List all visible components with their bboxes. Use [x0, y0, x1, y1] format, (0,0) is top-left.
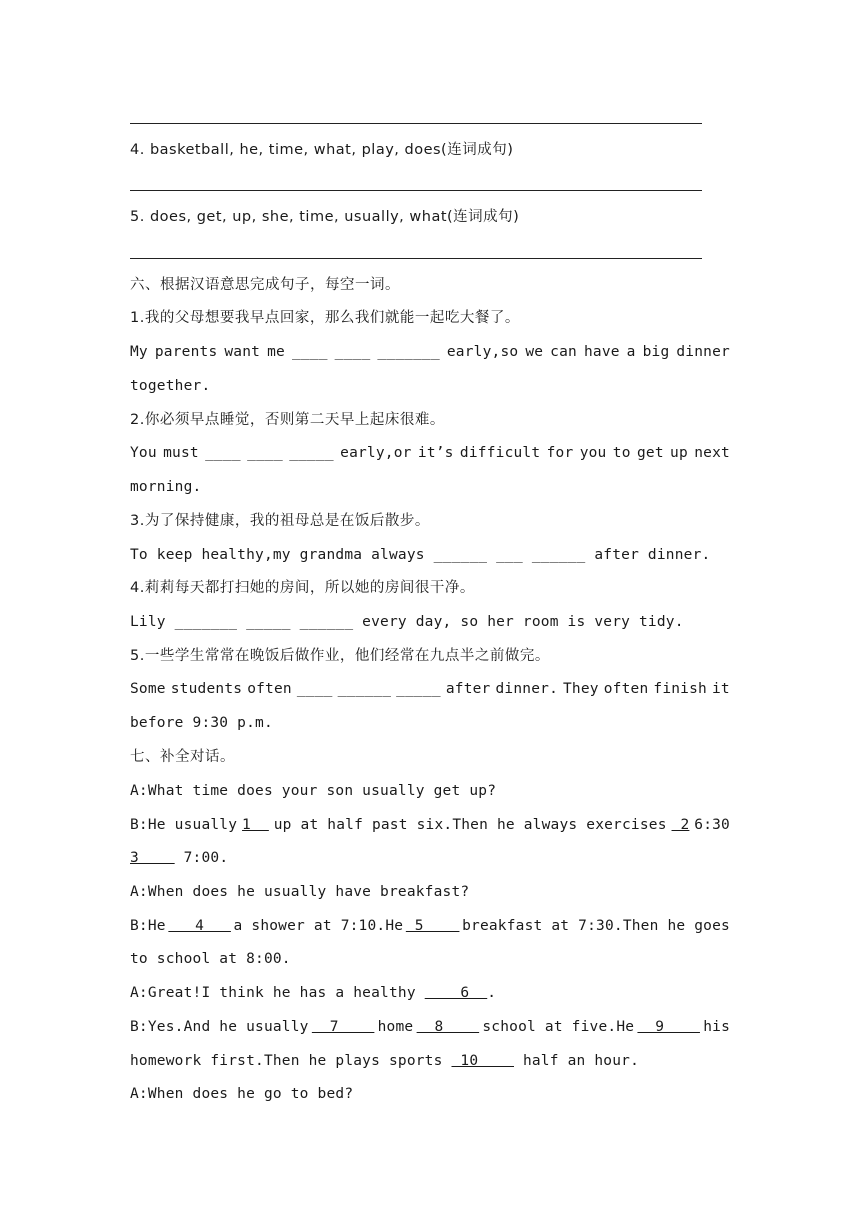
- word: ____: [247, 445, 283, 461]
- blank-4: 4: [168, 918, 231, 934]
- item-3-chinese: 3.为了保持健康，我的祖母总是在饭后散步。: [130, 513, 430, 529]
- word: students: [170, 681, 243, 697]
- blank-9: 9: [637, 1019, 700, 1035]
- word: you: [579, 445, 607, 461]
- word: we: [525, 344, 544, 360]
- blank-6: 6: [424, 985, 488, 1001]
- section-7-heading: 七、补全对话。: [130, 749, 235, 765]
- answer-line: [130, 258, 702, 259]
- item-1-english-cont: together.: [130, 378, 211, 394]
- word: ______: [337, 681, 392, 697]
- text: a shower at 7:10.He: [233, 918, 404, 934]
- item-2-chinese: 2.你必须早点睡觉，否则第二天早上起床很难。: [130, 412, 445, 428]
- word: it: [711, 681, 730, 697]
- word: _____: [396, 681, 441, 697]
- word: finish: [653, 681, 707, 697]
- item-5-english-cont: before 9:30 p.m.: [130, 715, 273, 731]
- blank-7: 7: [311, 1019, 375, 1035]
- text: half an hour.: [522, 1053, 640, 1069]
- word: They: [563, 681, 599, 697]
- word: to: [612, 445, 631, 461]
- word: next: [694, 445, 730, 461]
- word: for: [546, 445, 574, 461]
- word: dinner: [676, 344, 730, 360]
- dialog-line-3: [130, 848, 730, 868]
- dialog-line-7: [130, 983, 730, 1003]
- blank-1: 1: [242, 817, 269, 833]
- blank-3: 3: [130, 850, 175, 866]
- word: ____: [291, 344, 328, 360]
- section-6-heading: 六、根据汉语意思完成句子，每空一词。: [130, 277, 400, 293]
- word: ____: [334, 344, 371, 360]
- dialog-line-10: A:When does he go to bed?: [130, 1086, 354, 1102]
- text: B:Yes.And he usually: [130, 1019, 309, 1035]
- word: My: [130, 344, 148, 360]
- item-2-english: [130, 443, 730, 463]
- word: me: [267, 344, 285, 360]
- item-5-english: [130, 679, 730, 699]
- dialog-line-8: [130, 1017, 730, 1037]
- dialog-line-5: [130, 916, 730, 936]
- blank-5: 5: [405, 918, 460, 934]
- item-3-english: To keep healthy,my grandma always ______ ___ ______ after dinner.: [130, 547, 711, 563]
- word: dinner.: [495, 681, 558, 697]
- item-1-english: [130, 342, 730, 362]
- text: his: [703, 1019, 730, 1035]
- word: get: [636, 445, 664, 461]
- word: have: [583, 344, 620, 360]
- word: early,so: [446, 344, 519, 360]
- word: ____: [296, 681, 333, 697]
- text: .: [487, 985, 497, 1001]
- text: 6:30: [694, 817, 730, 833]
- word: a: [626, 344, 636, 360]
- dialog-line-9: [130, 1051, 730, 1071]
- text: A:Great!I think he has a healthy: [130, 985, 416, 1001]
- answer-line: [130, 190, 702, 191]
- word: often: [247, 681, 292, 697]
- item-2-english-cont: morning.: [130, 479, 202, 495]
- word: parents: [154, 344, 218, 360]
- word: ____: [205, 445, 241, 461]
- text: school at five.He: [482, 1019, 635, 1035]
- item-1-chinese: 1.我的父母想要我早点回家，那么我们就能一起吃大餐了。: [130, 310, 520, 326]
- text: home: [377, 1019, 414, 1035]
- dialog-line-6: to school at 8:00.: [130, 951, 291, 967]
- text: 7:00.: [183, 850, 229, 866]
- word: _____: [289, 445, 334, 461]
- question-4: 4. basketball, he, time, what, play, does(连词成句): [130, 142, 514, 158]
- text: up at half past six.Then he always exercises: [273, 817, 667, 833]
- blank-2: 2: [671, 817, 690, 833]
- word: must: [163, 445, 199, 461]
- word: can: [550, 344, 577, 360]
- word: early,or: [340, 445, 412, 461]
- item-4-english: Lily _______ _____ ______ every day, so her room is very tidy.: [130, 614, 684, 630]
- item-4-chinese: 4.莉莉每天都打扫她的房间，所以她的房间很干净。: [130, 580, 475, 596]
- text: homework first.Then he plays sports: [130, 1053, 443, 1069]
- answer-line: [130, 123, 702, 124]
- blank-10: 10: [451, 1053, 514, 1069]
- word: often: [603, 681, 649, 697]
- word: Some: [130, 681, 166, 697]
- item-5-chinese: 5.一些学生常常在晚饭后做作业，他们经常在九点半之前做完。: [130, 648, 550, 664]
- word: You: [130, 445, 157, 461]
- word: _______: [377, 344, 440, 360]
- question-5: 5. does, get, up, she, time, usually, what(连词成句): [130, 209, 520, 225]
- word: it’s: [417, 445, 454, 461]
- dialog-line-2: [130, 815, 730, 835]
- word: want: [224, 344, 261, 360]
- dialog-line-1: A:What time does your son usually get up?: [130, 783, 497, 799]
- dialog-line-4: A:When does he usually have breakfast?: [130, 884, 470, 900]
- word: up: [670, 445, 688, 461]
- word: difficult: [459, 445, 541, 461]
- text: breakfast at 7:30.Then he goes: [462, 918, 730, 934]
- word: after: [445, 681, 491, 697]
- word: big: [642, 344, 670, 360]
- text: B:He usually: [130, 817, 238, 833]
- blank-8: 8: [416, 1019, 480, 1035]
- text: B:He: [130, 918, 166, 934]
